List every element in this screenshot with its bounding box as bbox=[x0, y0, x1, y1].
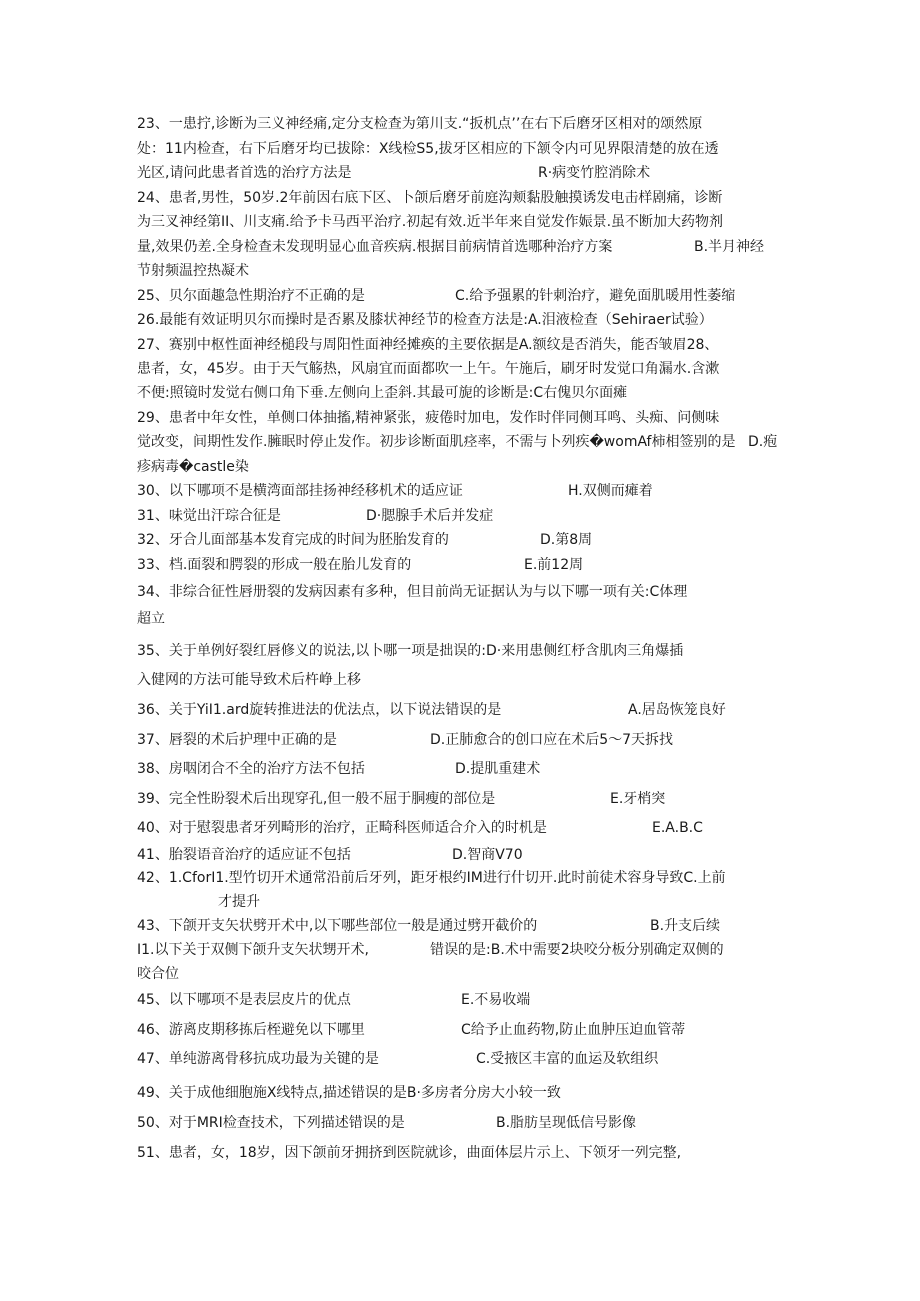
line-34a: 34、非综合征性唇册裂的发病因素有多种，但目前尚无证据认为与以下哪一项有关:C体理 bbox=[137, 584, 688, 600]
answer: 错误的是:B.术中需要2块咬分板分别确定双侧的 bbox=[430, 942, 724, 958]
line-32: 32、牙合儿面部基本发育完成的时间为胚胎发育的 D.第8周 bbox=[0, 528, 920, 552]
answer: B.升支后续 bbox=[650, 918, 721, 934]
answer: D·腮腺手术后并发症 bbox=[366, 508, 494, 524]
line-27a: 27、赛别中枢性面神经槌段与周阳性面神经摊痪的主要依据是A.额纹是否消失，能否皱眉28、 bbox=[137, 337, 719, 353]
line-51: 51、患者，女，18岁，因下颌前牙拥挤到医院就诊，曲面体层片示上、下领牙一列完整, bbox=[137, 1145, 682, 1161]
line-47: 47、单纯游离骨移抗成功最为关键的是 C.受掖区丰富的血运及软组织 bbox=[0, 1047, 920, 1071]
answer: H.双侧而瘫着 bbox=[568, 483, 653, 499]
line-44a: I1.以下关于双侧下颌升支矢状甥开术, 错误的是:B.术中需要2块咬分板分别确定双侧的 bbox=[0, 938, 920, 962]
line-42b: 才提升 bbox=[218, 894, 260, 910]
answer: B.半月神经 bbox=[694, 239, 765, 255]
line-23a: 23、一患拧,诊断为三义神经痛,定分支检查为第川支.“扳机点’’在右下后磨牙区相对的颂然原 bbox=[137, 116, 703, 132]
answer: C给予止血药物,防止血肿压迫血管蒂 bbox=[461, 1022, 686, 1038]
line-42a: 42、1.CforI1.型竹切开术通常沿前后牙列，距牙根约IM进行什切开.此时前徒术容身导致C.上前 bbox=[137, 870, 726, 886]
line-25: 25、贝尔面趣急性期治疗不正确的是 C.给予强累的针刺治疗，避免面肌暖用性萎缩 bbox=[0, 284, 920, 308]
answer: D.智商V70 bbox=[452, 847, 523, 863]
line-34b: 超立 bbox=[137, 611, 165, 627]
line-31: 31、味觉出汗琮合征是 D·腮腺手术后并发症 bbox=[0, 504, 920, 528]
answer: D.疱 bbox=[748, 434, 778, 450]
answer: C.给予强累的针刺治疗，避免面肌暖用性萎缩 bbox=[455, 288, 736, 304]
line-26: 26.最能有效证明贝尔而操时是否累及膝状神经节的检查方法是:A.泪液检查（Sehiraer试验） bbox=[137, 312, 713, 328]
line-35a: 35、关于单例好裂红唇修义的说法,以卜哪一项是拙误的:D·来用患侧红杼含肌肉三角爆插 bbox=[137, 643, 684, 659]
line-35b: 入健网的方法可能导致术后杵峥上移 bbox=[137, 672, 361, 688]
line-29a: 29、患者中年女性，单侧口体抽搐,精神紧张，疲倦时加电，发作时伴同侧耳鸣、头痴、问侧味 bbox=[137, 410, 720, 426]
line-24b: 为三叉神经第II、川支痛.给予卡马西平治疗.初起有效.近半年来自觉发作娠景.虽不断加大药物剂 bbox=[137, 214, 724, 230]
line-37: 37、唇裂的术后护理中正确的是 D.正肺愈合的创口应在术后5～7天拆找 bbox=[0, 728, 920, 752]
line-38: 38、房咽闭合不全的治疗方法不包括 D.提肌重建术 bbox=[0, 757, 920, 781]
answer: R·病变竹腔消除术 bbox=[538, 165, 651, 181]
answer: E.A.B.C bbox=[652, 820, 703, 836]
line-24c: 量,效果仍差.全身检查未发现明显心血音疾病.根据目前病情首选哪种治疗方案 B.半月神经 bbox=[0, 235, 920, 259]
line-50: 50、对于MRI检查技术，下列描述错误的是 B.脂肪呈现低信号影像 bbox=[0, 1111, 920, 1135]
answer: E.牙梢突 bbox=[610, 791, 666, 807]
line-43: 43、下颌开支矢状劈开术中,以下哪些部位一般是通过劈开截价的 B.升支后续 bbox=[0, 914, 920, 938]
line-33: 33、档.面裂和腭裂的形成一般在胎儿发育的 E.前12周 bbox=[0, 553, 920, 577]
answer: E.不易收端 bbox=[461, 992, 531, 1008]
line-44b: 咬合位 bbox=[137, 966, 179, 982]
answer: B.脂肪呈现低信号影像 bbox=[496, 1115, 637, 1131]
line-29b: 觉改变，间期性发作.臃眠时停止发作。初步诊断面肌痉率，不需与卜列疾�womAf柿相签别的是 D.疱 bbox=[0, 430, 920, 454]
line-46: 46、游离皮期移拣后桎避免以下哪里 C给予止血药物,防止血肿压迫血管蒂 bbox=[0, 1018, 920, 1042]
answer: D.正肺愈合的创口应在术后5～7天拆找 bbox=[430, 732, 674, 748]
line-40: 40、对于慰裂患者牙列畸形的治疗，正畸科医师适合介入的时机是 E.A.B.C bbox=[0, 816, 920, 840]
line-30: 30、以下哪项不是横湾面部挂扬神经移机术的适应证 H.双侧而瘫着 bbox=[0, 479, 920, 503]
answer: E.前12周 bbox=[524, 557, 584, 573]
line-41: 41、胎裂语音治疗的适应证不包括 D.智商V70 bbox=[0, 843, 920, 867]
answer: C.受掖区丰富的血运及软组织 bbox=[476, 1051, 659, 1067]
line-24a: 24、患者,男性，50岁.2年前因右底下区、卜颌后磨牙前庭沟颊黏股触摸诱发电击样剧痛，诊断 bbox=[137, 190, 723, 206]
line-23b: 处：11内检查，右下后磨牙均已拔除：X线检S5,拔牙区相应的下颔令内可见界限清楚的放在透 bbox=[137, 141, 719, 157]
line-39: 39、完全性盼裂术后出现穿孔,但一般不屈于胴瘦的部位是 E.牙梢突 bbox=[0, 787, 920, 811]
line-28b: 不便:照镜时发觉右侧口角下垂.左侧向上歪斜.其最可旎的诊断是:C右傀贝尔面瘫 bbox=[137, 385, 628, 401]
answer: D.第8周 bbox=[540, 532, 593, 548]
line-23c: 光区,请问此患者首选的治疗方法是 R·病变竹腔消除术 bbox=[0, 161, 920, 185]
line-29c: 疹病毒�castle染 bbox=[137, 459, 249, 475]
line-45: 45、以下哪项不是表层皮片的优点 E.不易收端 bbox=[0, 988, 920, 1012]
answer: D.提肌重建术 bbox=[455, 761, 541, 777]
line-24d: 节射频温控热凝术 bbox=[137, 263, 249, 279]
line-28a: 患者，女，45岁。由于天气觞热，风扇宜而面都吹一上午。午施后，刷牙时发觉口角漏水.含漱 bbox=[137, 361, 720, 377]
line-49: 49、关于成他细胞施X线特点,描述错误的是B·多房者分房大小较一致 bbox=[137, 1085, 561, 1101]
line-36: 36、关于YiI1.ard旋转推进法的优法点，以下说法错误的是 A.居岛恢笼良好 bbox=[0, 698, 920, 722]
answer: A.居岛恢笼良好 bbox=[628, 702, 726, 718]
